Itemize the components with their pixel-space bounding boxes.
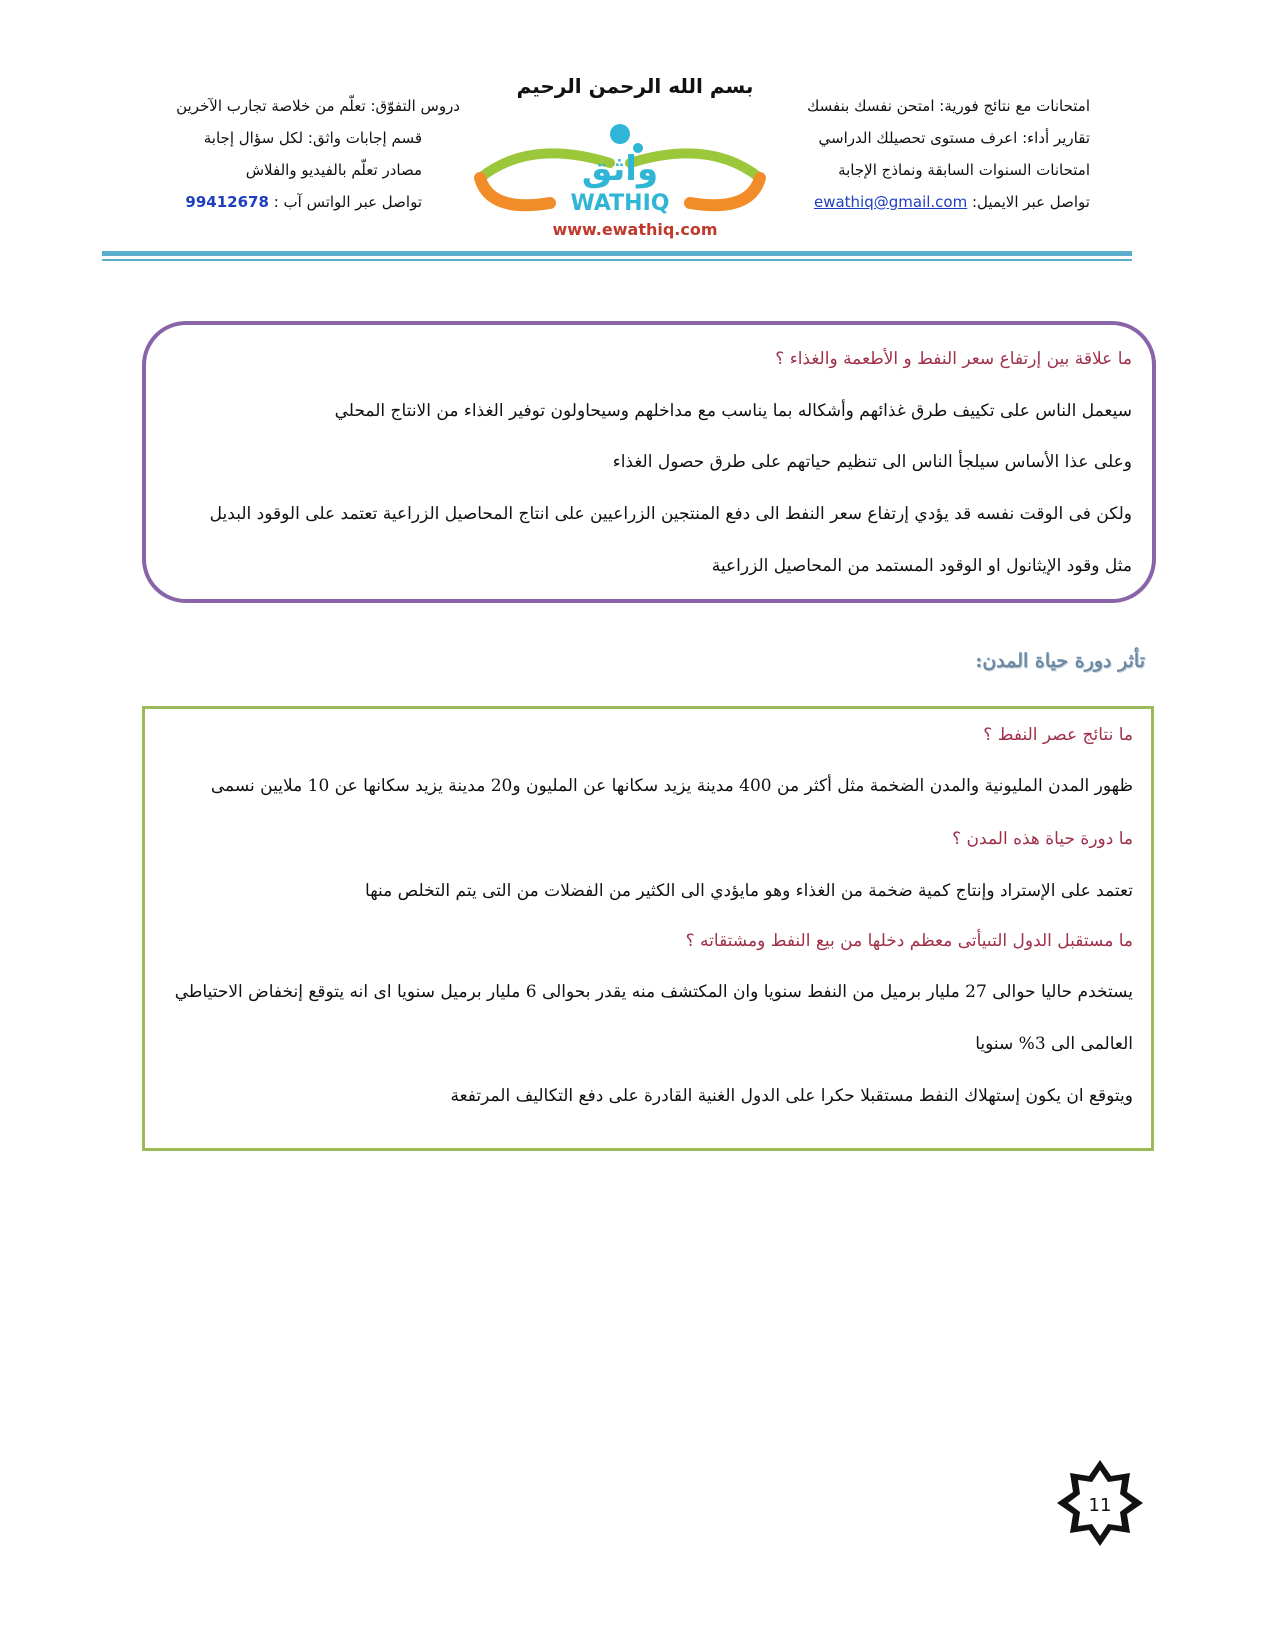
email-label: تواصل عبر الايميل: [972, 193, 1090, 211]
header-divider-thick [102, 251, 1132, 256]
cities-box [142, 706, 1154, 1151]
header-right-block [770, 90, 1090, 218]
question-oil-age: ما نتائج عصر النفط ؟ [983, 725, 1133, 745]
section-title: تأثر دورة حياة المدن: [975, 650, 1145, 672]
whatsapp-label: تواصل عبر الواتس آب : [273, 193, 422, 211]
header-whatsapp-row [130, 186, 460, 218]
header-feature-reports: تقارير أداء: اعرف مستوى تحصيلك الدراسي [818, 129, 1090, 147]
header-feature-exams: امتحانات مع نتائج فورية: امتحن نفسك بنفسك [807, 97, 1090, 115]
header-left-block [130, 90, 460, 218]
header-feature-lessons: دروس التفوّق: تعلّم من خلاصة تجارب الآخرين [176, 97, 460, 115]
answer-oil-age: ظهور المدن المليونية والمدن الضخمة مثل أكثر من 400 مدينة يزيد سكانها عن المليون و20 مدينة يزيد سكانها عن 10 ملايين نسمى [210, 776, 1133, 796]
answer-future-line-2: العالمى الى 3% سنويا [975, 1034, 1133, 1054]
answer-line-4: مثل وقود الإيثانول او الوقود المستمد من المحاصيل الزراعية [711, 556, 1132, 576]
answer-line-3: ولكن فى الوقت نفسه قد يؤدي إرتفاع سعر النفط الى دفع المنتجين الزراعيين على انتاج المحاصيل الزراعية تعتمد على الوقود البديل [209, 504, 1132, 524]
header-divider-thin [102, 259, 1132, 261]
header-feature-answers: قسم إجابات واثق: لكل سؤال إجابة [203, 129, 422, 147]
basmala: بسم الله الرحمن الرحيم [516, 74, 754, 98]
header-feature-media: مصادر تعلّم بالفيديو والفلاش [245, 161, 422, 179]
question-oil-states-future: ما مستقبل الدول التىيأتى معظم دخلها من بيع النفط ومشتقاته ؟ [685, 931, 1133, 951]
answer-future-line-3: ويتوقع ان يكون إستهلاك النفط مستقبلا حكرا على الدول الغنية القادرة على دفع التكاليف المرتفعة [450, 1086, 1133, 1106]
logo-arabic: واثق [581, 149, 659, 189]
question-city-cycle: ما دورة حياة هذه المدن ؟ [952, 829, 1133, 849]
answer-future-line-1: يستخدم حاليا حوالى 27 مليار برميل من النفط سنويا وان المكتشف منه يقدر بحوالى 6 مليار برميل سنويا اى انه يتوقع إنخفاض الاحتياطي [174, 982, 1133, 1002]
answer-city-cycle: تعتمد على الإستراد وإنتاج كمية ضخمة من الغذاء وهو مايؤدي الى الكثير من الفضلات من التى يتم التخلص منها [365, 881, 1133, 901]
header-email-row [770, 186, 1090, 218]
logo-latin: WATHIQ [570, 191, 670, 216]
page-number: 11 [1088, 1495, 1112, 1516]
email-link[interactable]: ewathiq@gmail.com [813, 193, 968, 211]
page-number-badge [1055, 1458, 1145, 1548]
oil-food-box [142, 321, 1156, 603]
header-feature-past-exams: امتحانات السنوات السابقة ونماذج الإجابة [838, 161, 1090, 179]
answer-line-1: سيعمل الناس على تكييف طرق غذائهم وأشكاله بما يناسب مع مداخلهم وسيحاولون توفير الغذاء من الانتاج المحلي [334, 401, 1132, 421]
whatsapp-number[interactable]: 99412678 [185, 193, 269, 211]
website-link[interactable]: www.ewathiq.com [552, 220, 718, 239]
answer-line-2: وعلى عذا الأساس سيلجأ الناس الى تنظيم حياتهم على طرق حصول الغذاء [612, 452, 1132, 472]
question-oil-food: ما علاقة بين إرتفاع سعر النفط و الأطعمة والغذاء ؟ [775, 349, 1132, 369]
wathiq-logo [470, 118, 770, 224]
